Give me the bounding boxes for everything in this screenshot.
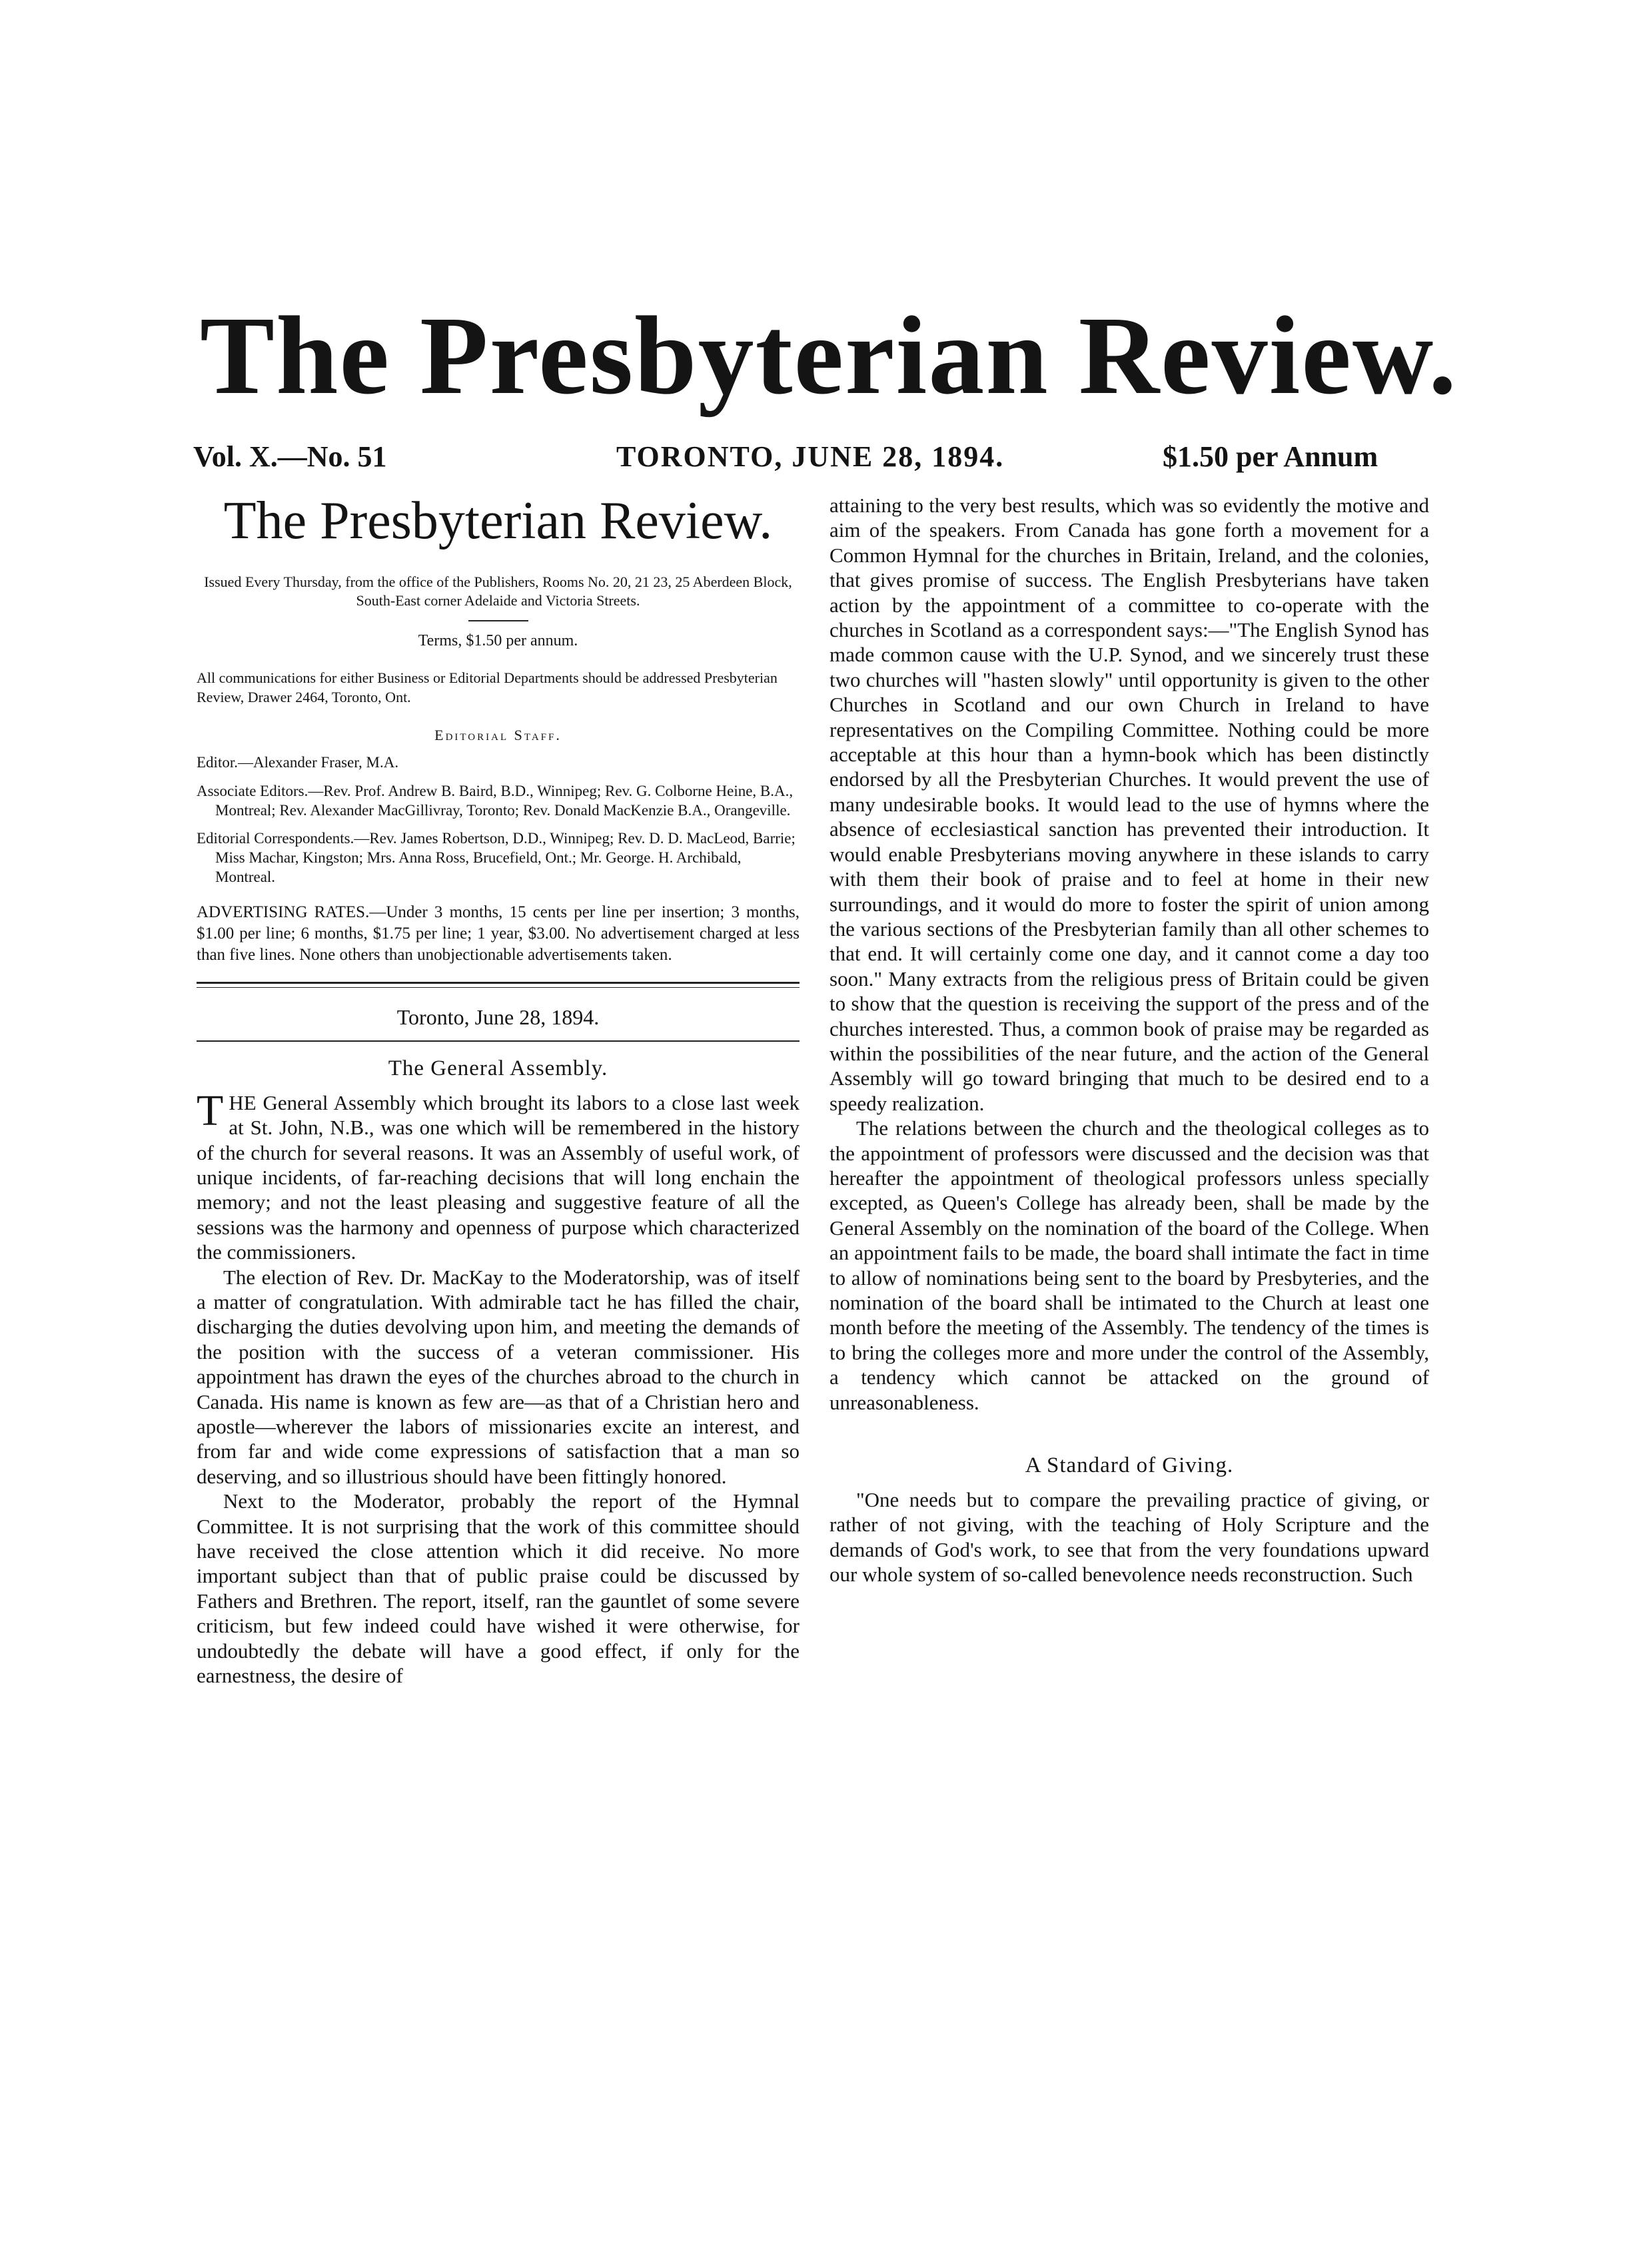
masthead-title: The Presbyterian Review. <box>200 294 1458 418</box>
divider <box>197 1040 800 1042</box>
left-column <box>197 493 800 1688</box>
issue-volume: Vol. X.—No. 51 <box>193 440 387 473</box>
issue-price: $1.50 per Annum <box>1163 440 1378 473</box>
article-paragraph: THE General Assembly which brought its labors to a close last week at St. John, N.B., was one which will be remembered in the history of the church for several reasons. It was an Assembly of useful work, of unique incidents, of far-reaching decisions that will long enchain the memory; and not the least pleasing and suggestive feature of all the sessions was the harmony and openness of purpose which characterized the commissioners. <box>197 1086 800 1264</box>
article-heading-general-assembly: The General Assembly. <box>388 1056 608 1080</box>
terms-notice: Terms, $1.50 per annum. <box>418 632 578 649</box>
section-divider <box>197 982 800 988</box>
article-paragraph: Next to the Moderator, probably the report of the Hymnal Committee. It is not surprising that the work of this committee should have received the close attention which it did receive. No more important subject than that of public praise could be discussed by Fathers and Brethren. The report, itself, ran the gauntlet of some severe criticism, but few indeed could have wished it were otherwise, for undoubtedly the debate will have a good effect, if only for the earnestness, the desire of <box>197 1489 800 1688</box>
advertising-rates: ADVERTISING RATES.—Under 3 months, 15 cents per line per insertion; 3 months, $1.00 per line; 6 months, $1.75 per line; 1 year, $3.00. No advertisement charged at less than five lines. None others than unobjectionable advertisements taken. <box>197 903 800 964</box>
article-paragraph: The election of Rev. Dr. MacKay to the Moderatorship, was of itself a matter of congratulation. With admirable tact he has filled the chair, discharging the duties devolving upon him, and meeting the demands of the position with the success of a veteran commissioner. His appointment has drawn the eyes of the churches abroad to the church in Canada. His name is known as few are—as that of a Christian hero and apostle—wherever the labors of missionaries excite an interest, and from far and wide come expressions of satisfaction that a man so deserving, and so illustrious should have been fittingly honored. <box>197 1265 800 1488</box>
correspondents-entry: Editorial Correspondents.—Rev. James Robertson, D.D., Winnipeg; Rev. D. D. MacLeod, Barrie; Miss Machar, Kingston; Mrs. Anna Ross, Brucefield, Ont.; Mr. George. H. Archibald, Montreal. <box>197 830 796 885</box>
editor-entry: Editor.—Alexander Fraser, M.A. <box>197 754 399 771</box>
article-heading-standard-of-giving: A Standard of Giving. <box>1025 1453 1234 1478</box>
right-column <box>829 493 1429 1587</box>
editorial-dateline: Toronto, June 28, 1894. <box>396 1004 600 1029</box>
divider <box>468 620 528 621</box>
article-paragraph-continued: attaining to the very best results, which was so evidently the motive and aim of the speakers. From Canada has gone forth a movement for a Common Hymnal for the churches in Britain, Ireland, and the colonies, that gives promise of success. The English Presbyterians have taken action by the appointment of a committee to co-operate with the churches in Scotland as a correspondent says:—"The English Synod has made common cause with the U.P. Synod, and we sincerely trust these two churches will "hasten slowly" until opportunity is given to the other Churches in Scotland and our own Church in Ireland to have representatives on the Compiling Committee. Nothing could be more acceptable at this hour than a hymn-book which has been distinctly endorsed by all the Presbyterian Churches. It would prevent the use of many undesirable books. It would lead to the use of hymns where the absence of ecclesiastical sanction has prevented their introduction. It would enable Presbyterians moving anywhere in these islands to carry with them their book of praise and to feel at home in their new surroundings, and it would do more to foster the spirit of union among the various sections of the Presbyterian family than all other schemes to that end. It will certainly come one day, and it cannot come a day too soon." Many extracts from the religious press of Britain could be given to show that the question is receiving the support of the press and of the churches interested. Thus, a common book of praise may be regarded as within the possibilities of the near future, and the action of the General Assembly will go toward bringing that much to be desired end to a speedy realization. <box>829 494 1429 1115</box>
article-paragraph: "One needs but to compare the prevailing practice of giving, or rather of not giving, with the teaching of Holy Scripture and the demands of God's work, to see that from the very foundations upward our whole system of so-called benevolence needs reconstruction. Such <box>829 1488 1429 1587</box>
issued-notice: Issued Every Thursday, from the office of the Publishers, Rooms No. 20, 21 23, 25 Aberdeen Block, South-East corner Adelaide and Victoria Streets. <box>204 573 792 609</box>
sidebar-title: The Presbyterian Review. <box>223 492 773 550</box>
editorial-staff-heading: Editorial Staff. <box>434 727 562 744</box>
article-paragraph: The relations between the church and the theological colleges as to the appointment of professors were discussed and the decision was that hereafter the appointment of theological professors unless specially excepted, as Queen's College has already been, shall be made by the General Assembly on the nomination of the board of the College. When an appointment fails to be made, the board shall intimate the fact in time to allow of nominations being sent to the board by Presbyteries, and the nomination of the board shall be intimated to the Church at least one month before the meeting of the Assembly. The tendency of the times is to bring the colleges more and more under the control of the Assembly, a tendency which cannot be attacked on the ground of unreasonableness. <box>829 1116 1429 1414</box>
associate-editors-entry: Associate Editors.—Rev. Prof. Andrew B. Baird, B.D., Winnipeg; Rev. G. Colborne Heine, B.A., Montreal; Rev. Alexander MacGillivray, Toronto; Rev. Donald MacKenzie B.A., Orangeville. <box>197 782 794 819</box>
issue-dateline: TORONTO, JUNE 28, 1894. <box>616 440 1005 473</box>
communications-notice: All communications for either Business or Editorial Departments should be addressed Presbyterian Review, Drawer 2464, Toronto, Ont. <box>197 669 778 705</box>
